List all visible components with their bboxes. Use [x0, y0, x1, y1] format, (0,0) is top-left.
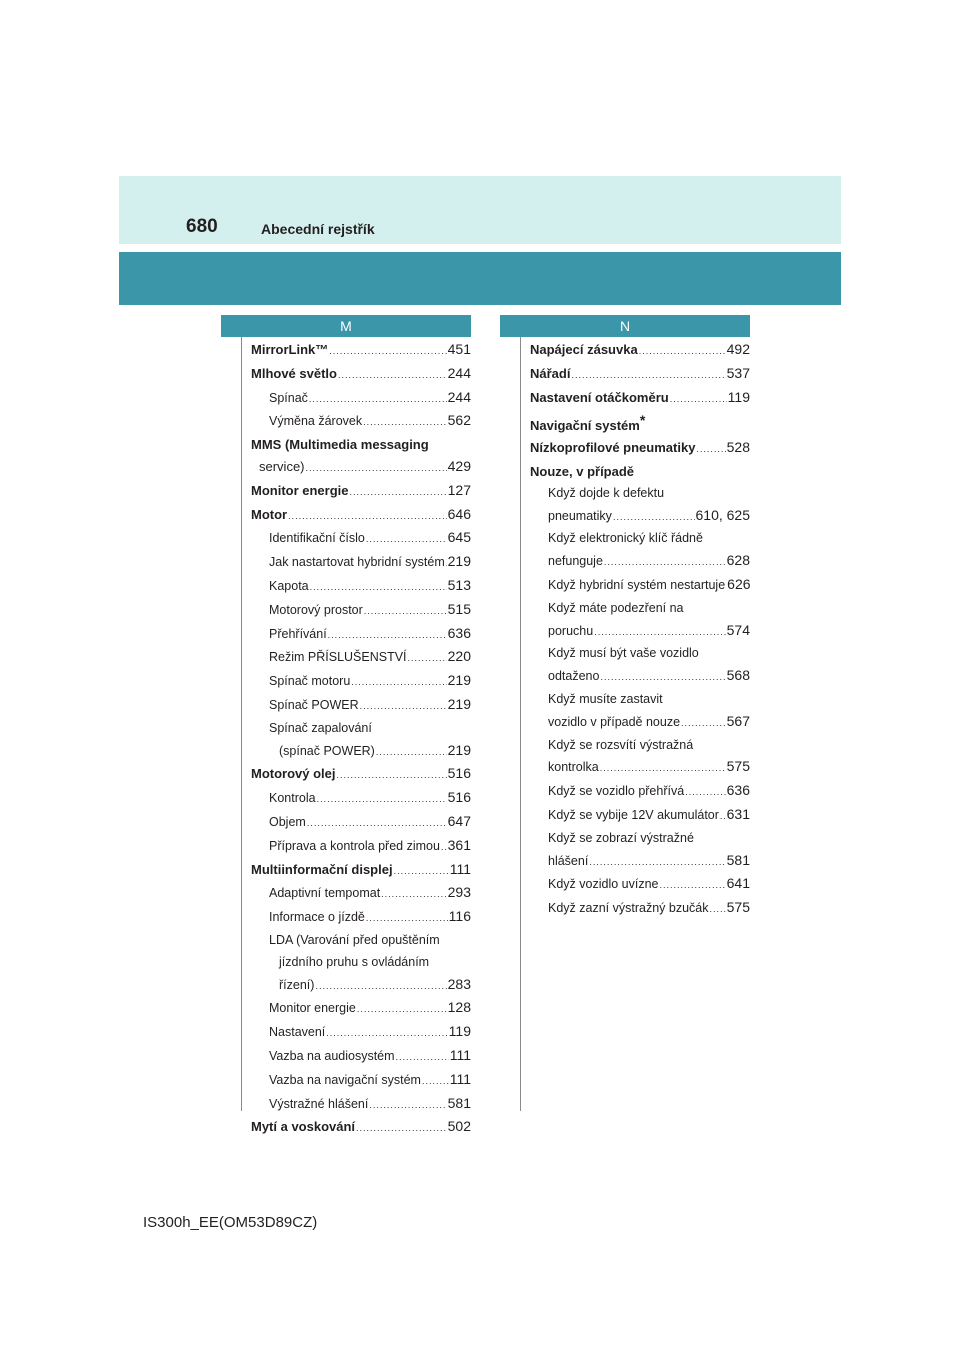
- entry-page: 631: [726, 805, 750, 822]
- entry-page: 219: [447, 695, 471, 712]
- index-entry: [251, 694, 471, 718]
- dot-leader: [600, 667, 725, 689]
- index-entry: [530, 387, 750, 411]
- entry-label: service): [259, 458, 305, 474]
- entry-label: Napájecí zásuvka: [530, 342, 638, 357]
- entry-page: 646: [447, 505, 471, 522]
- entry-label: Když musí být vaše vozidlo: [548, 646, 699, 661]
- entry-page: 516: [447, 789, 471, 806]
- dot-leader: [408, 648, 447, 670]
- entry-label: Adaptivní tempomat: [269, 886, 381, 901]
- entry-page: 128: [447, 999, 471, 1016]
- index-entry: [251, 787, 471, 811]
- entry-label: Když vozidlo uvízne: [548, 877, 659, 892]
- column-rule: [241, 315, 242, 1111]
- entry-label: Příprava a kontrola před zimou: [269, 838, 440, 853]
- entry-page: 575: [726, 758, 750, 775]
- entry-page: 492: [726, 341, 750, 357]
- entry-page: 111: [449, 1070, 471, 1087]
- index-entry: [251, 527, 471, 551]
- index-column-n: [500, 315, 750, 1111]
- entry-page: 111: [449, 860, 471, 877]
- index-entry: [530, 756, 750, 780]
- dot-leader: [317, 789, 447, 811]
- index-entry: [530, 828, 750, 850]
- column-rule: [520, 315, 521, 1111]
- entry-label: Multiinformační displej: [251, 861, 393, 877]
- index-entry: [530, 483, 750, 505]
- entry-page: 567: [726, 712, 750, 729]
- dot-leader: [571, 365, 725, 387]
- entry-label: (spínač POWER): [279, 743, 375, 758]
- dot-leader: [670, 389, 727, 411]
- index-entry: [251, 1093, 471, 1117]
- index-entry: [530, 665, 750, 689]
- dot-leader: [681, 713, 726, 735]
- entry-label: Režim PŘÍSLUŠENSTVÍ: [269, 650, 407, 665]
- entry-label: LDA (Varování před opuštěním: [269, 932, 440, 947]
- index-entry: [530, 780, 750, 804]
- entry-label: Spínač zapalování: [269, 720, 372, 735]
- index-entry: [530, 363, 750, 387]
- index-entry: [251, 740, 471, 764]
- entry-label: Když se vybije 12V akumulátor: [548, 807, 719, 822]
- dot-leader: [594, 622, 725, 644]
- dot-leader: [394, 861, 449, 883]
- entry-label: Když elektronický klíč řádně: [548, 531, 703, 546]
- index-entry: [530, 574, 750, 598]
- dot-leader: [288, 506, 447, 528]
- header-dark-band: [119, 252, 841, 305]
- index-entry: [251, 906, 471, 930]
- index-entry: [251, 718, 471, 740]
- entry-page: 219: [447, 672, 471, 689]
- entry-page: 610, 625: [695, 506, 750, 523]
- entry-label: Když se rozsvítí výstražná: [548, 737, 694, 752]
- entry-label: Objem: [269, 814, 306, 829]
- index-entry: [251, 387, 471, 411]
- index-entry: [530, 643, 750, 665]
- dot-leader: [310, 577, 447, 599]
- entry-label: Monitor energie: [269, 1001, 356, 1016]
- dot-leader: [366, 529, 447, 551]
- index-entry: [530, 689, 750, 711]
- index-entry: [251, 456, 471, 480]
- entry-label: jízdního pruhu s ovládáním: [279, 954, 430, 969]
- index-entry: [530, 410, 750, 437]
- dot-leader: [613, 507, 695, 529]
- index-entry: [530, 711, 750, 735]
- entry-page: 516: [447, 765, 471, 782]
- entry-label: vozidlo v případě nouze: [548, 714, 681, 729]
- index-entry: [251, 1045, 471, 1069]
- index-entry: [251, 811, 471, 835]
- index-entry: [251, 599, 471, 623]
- entry-label: Motorový olej: [251, 766, 336, 782]
- entry-label: pneumatiky: [548, 508, 612, 523]
- entry-page: 626: [727, 575, 751, 592]
- footer-model-code: IS300h_EE(OM53D89CZ): [143, 1214, 318, 1231]
- entry-label: Když zazní výstražný bzučák: [548, 901, 709, 916]
- entry-label: Výstražné hlášení: [269, 1096, 369, 1111]
- entry-page: 451: [447, 341, 471, 357]
- entry-label: Kapota: [269, 578, 309, 593]
- dot-leader: [589, 852, 725, 874]
- index-entry: [530, 620, 750, 644]
- entry-label: poruchu: [548, 623, 594, 638]
- index-entries-n: [530, 339, 750, 921]
- entry-page: 568: [726, 667, 750, 684]
- entry-label: Mytí a voskování: [251, 1119, 356, 1135]
- header-band: [119, 176, 841, 244]
- entry-page: 641: [726, 875, 750, 892]
- index-entry: [530, 339, 750, 363]
- index-entry: [251, 551, 471, 575]
- dot-leader: [720, 806, 726, 828]
- section-title: Abecední rejstřík: [261, 221, 375, 237]
- index-entry: [251, 646, 471, 670]
- entry-label: MirrorLink™: [251, 342, 329, 357]
- dot-leader: [364, 601, 447, 623]
- entry-page: 574: [726, 621, 750, 638]
- entry-label: Přehřívání: [269, 626, 327, 641]
- entry-page: 429: [447, 457, 471, 474]
- entry-label: Spínač motoru: [269, 674, 351, 689]
- entry-page: 219: [447, 553, 471, 570]
- index-entry: [251, 1116, 471, 1140]
- entry-label: Identifikační číslo: [269, 531, 365, 546]
- entry-page: 636: [726, 782, 750, 799]
- entry-label: kontrolka: [548, 760, 599, 775]
- entry-page: 283: [447, 975, 471, 992]
- dot-leader: [350, 482, 447, 504]
- dot-leader: [369, 1095, 446, 1117]
- index-entry: [530, 873, 750, 897]
- entry-page: 111: [449, 1046, 471, 1063]
- dot-leader: [326, 1023, 447, 1045]
- entry-page: 513: [447, 576, 471, 593]
- index-entry: [530, 735, 750, 757]
- dot-leader: [604, 552, 726, 574]
- dot-leader: [366, 908, 448, 930]
- entry-label: Navigační systém: [530, 418, 640, 434]
- index-entry: [251, 930, 471, 952]
- index-entry: [530, 850, 750, 874]
- dot-leader: [329, 341, 446, 363]
- entry-page: 244: [447, 388, 471, 405]
- dot-leader: [307, 813, 447, 835]
- entry-label: MMS (Multimedia messaging: [251, 437, 429, 453]
- entry-page: 119: [727, 388, 750, 405]
- dot-leader: [363, 412, 447, 434]
- entry-page: 528: [726, 439, 750, 456]
- index-entry: [530, 897, 750, 921]
- entry-page: 581: [447, 1094, 471, 1111]
- index-entry: [251, 974, 471, 998]
- entry-label: Když máte podezření na: [548, 600, 684, 615]
- entry-page: 628: [726, 552, 750, 569]
- entry-label: Výměna žárovek: [269, 414, 363, 429]
- entry-page: 575: [726, 899, 750, 916]
- entry-label: Mlhové světlo: [251, 365, 337, 381]
- entry-label: Informace o jízdě: [269, 910, 365, 925]
- index-entry: [251, 1069, 471, 1093]
- footnote-star: *: [639, 412, 646, 429]
- entry-page: 645: [447, 529, 471, 546]
- index-entry: [251, 1021, 471, 1045]
- index-entry: [530, 505, 750, 529]
- index-entries-m: [251, 339, 471, 1140]
- entry-label: Motor: [251, 506, 288, 522]
- index-entry: [251, 952, 471, 974]
- dot-leader: [396, 1047, 449, 1069]
- entry-page: 293: [447, 884, 471, 901]
- index-entry: [251, 763, 471, 787]
- dot-leader: [422, 1071, 449, 1093]
- dot-leader: [600, 758, 726, 780]
- dot-leader: [446, 553, 447, 575]
- index-entry: [251, 480, 471, 504]
- entry-label: Spínač: [269, 390, 308, 405]
- index-entry: [251, 670, 471, 694]
- entry-label: Nouze, v případě: [530, 463, 635, 479]
- letter-heading-n: N: [500, 315, 750, 337]
- index-entry: [251, 575, 471, 599]
- entry-page: 219: [447, 741, 471, 758]
- dot-leader: [685, 782, 725, 804]
- entry-page: 244: [447, 364, 471, 381]
- entry-page: 636: [447, 624, 471, 641]
- dot-leader: [338, 365, 447, 387]
- entry-label: nefunguje: [548, 554, 603, 569]
- index-entry: [251, 623, 471, 647]
- entry-page: 220: [447, 648, 471, 665]
- entry-page: 515: [447, 600, 471, 617]
- entry-label: odtaženo: [548, 669, 600, 684]
- entry-page: 581: [726, 851, 750, 868]
- dot-leader: [639, 341, 726, 363]
- index-entry: [530, 528, 750, 550]
- index-entry: [251, 363, 471, 387]
- entry-page: 502: [447, 1118, 471, 1135]
- dot-leader: [696, 439, 725, 461]
- entry-page: 119: [448, 1023, 471, 1040]
- index-entry: [530, 461, 750, 483]
- entry-label: Když se zobrazí výstražné: [548, 830, 694, 845]
- index-entry: [251, 859, 471, 883]
- entry-page: 647: [447, 812, 471, 829]
- dot-leader: [441, 837, 447, 859]
- dot-leader: [381, 884, 446, 906]
- index-entry: [530, 598, 750, 620]
- dot-leader: [315, 976, 446, 998]
- dot-leader: [309, 389, 447, 411]
- index-entry: [251, 882, 471, 906]
- letter-heading-m: M: [221, 315, 471, 337]
- entry-label: Nastavení otáčkoměru: [530, 389, 669, 405]
- dot-leader: [356, 1118, 447, 1140]
- entry-label: Když se vozidlo přehřívá: [548, 784, 685, 799]
- index-entry: [530, 437, 750, 461]
- entry-label: Jak nastartovat hybridní systém: [269, 555, 445, 570]
- dot-leader: [709, 899, 725, 921]
- entry-label: Nízkoprofilové pneumatiky: [530, 440, 696, 456]
- index-column-m: [221, 315, 471, 1135]
- dot-leader: [351, 672, 446, 694]
- index-entry: [251, 997, 471, 1021]
- index-entry: [530, 804, 750, 828]
- entry-label: Když dojde k defektu: [548, 485, 665, 500]
- index-entry: [251, 835, 471, 859]
- dot-leader: [376, 742, 447, 764]
- index-entry: [251, 504, 471, 528]
- entry-label: Motorový prostor: [269, 602, 363, 617]
- entry-page: 127: [447, 481, 471, 498]
- dot-leader: [337, 765, 447, 787]
- index-entry: [251, 434, 471, 456]
- entry-label: Vazba na audiosystém: [269, 1048, 395, 1063]
- entry-page: 537: [726, 364, 750, 381]
- entry-label: Nastavení: [269, 1025, 326, 1040]
- entry-page: 562: [447, 412, 471, 429]
- entry-page: 361: [447, 836, 471, 853]
- dot-leader: [360, 696, 447, 718]
- entry-label: Když hybridní systém nestartuje: [548, 577, 726, 592]
- entry-label: Vazba na navigační systém: [269, 1072, 421, 1087]
- dot-leader: [328, 625, 447, 647]
- entry-label: řízení): [279, 977, 315, 992]
- entry-label: Když musíte zastavit: [548, 691, 663, 706]
- index-entry: [251, 410, 471, 434]
- dot-leader: [357, 999, 447, 1021]
- entry-label: Nářadí: [530, 365, 571, 381]
- index-entry: [530, 550, 750, 574]
- entry-label: Kontrola: [269, 791, 316, 806]
- dot-leader: [306, 458, 447, 480]
- page-number: 680: [186, 216, 218, 237]
- index-entry: [251, 339, 471, 363]
- entry-label: Spínač POWER: [269, 697, 359, 712]
- entry-label: Monitor energie: [251, 482, 349, 498]
- entry-label: hlášení: [548, 853, 589, 868]
- dot-leader: [659, 875, 725, 897]
- entry-page: 116: [448, 908, 471, 925]
